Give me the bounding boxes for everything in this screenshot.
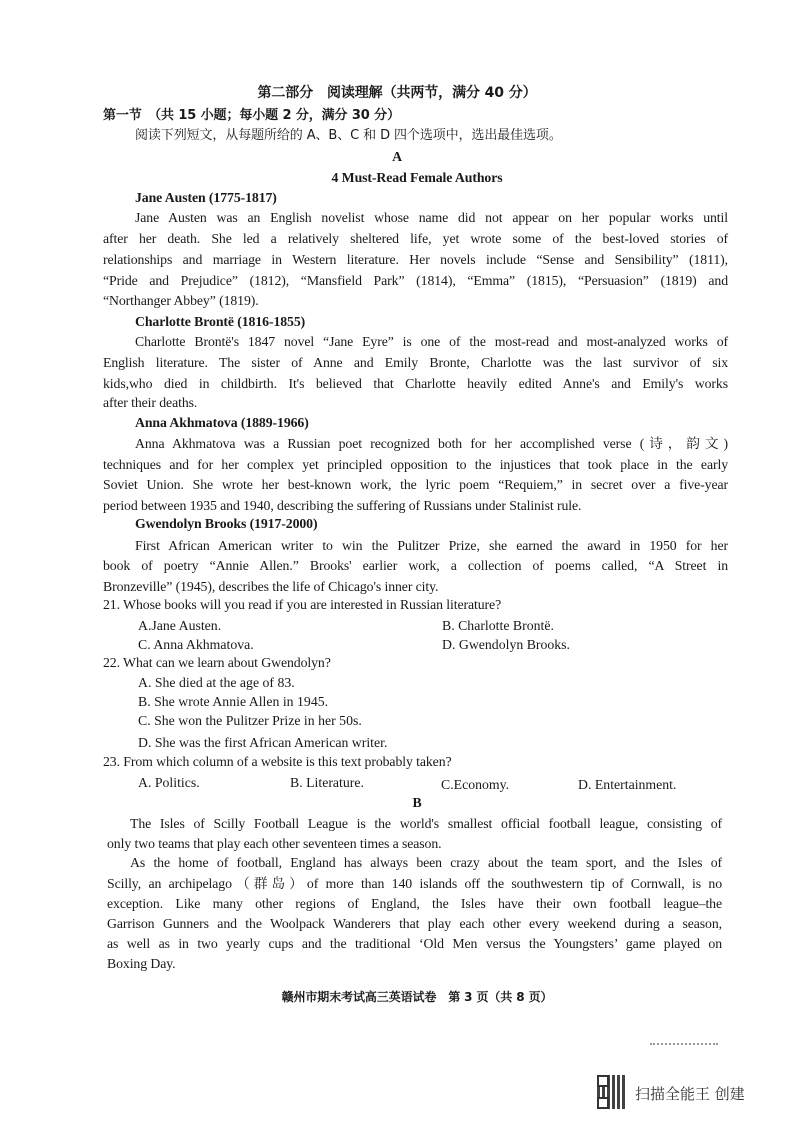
question-22-option-c[interactable]: C. She won the Pulitzer Prize in her 50s.	[138, 713, 362, 728]
scan-smudge	[650, 1043, 718, 1047]
text-line: Charlotte Brontë's 1847 novel “Jane Eyre” is one of the most-read and most-analyzed works of	[135, 334, 728, 349]
question-23-option-d[interactable]: D. Entertainment.	[578, 777, 677, 792]
text-line: kids,who died in childbirth. It's believed that Charlotte heavily edited Anne's and Emily's works	[103, 376, 728, 391]
text-line: English literature. The sister of Anne and Emily Bronte, Charlotte was the last survivor of six	[103, 355, 728, 370]
text-line: Jane Austen was an English novelist whose name did not appear on her popular works until	[135, 210, 728, 225]
question-23-option-c[interactable]: C.Economy.	[441, 777, 510, 792]
text-line: exception. Like many other regions of England, the Isles have their own football league–the	[107, 896, 722, 911]
passage-b-label: B	[412, 795, 422, 810]
text-line: Bronzeville” (1945), describes the life of Chicago's inner city.	[103, 579, 439, 594]
text-line: Soviet Union. She wrote her best-known work, the lyric poem “Requiem,” in secret over a five-year	[103, 477, 728, 492]
question-23-stem: 23. From which column of a website is this text probably taken?	[103, 754, 452, 769]
qr-code-icon	[597, 1075, 627, 1109]
text-line: Anna Akhmatova was a Russian poet recognized both for her accomplished verse (诗，韵文)	[135, 436, 728, 451]
author-heading: Charlotte Brontë (1816-1855)	[135, 314, 306, 329]
text-line: relationships and marriage in Western literature. Her novels include “Sense and Sensibility” (1811),	[103, 252, 728, 267]
question-22-stem: 22. What can we learn about Gwendolyn?	[103, 655, 331, 670]
scanner-watermark: 扫描全能王 创建	[635, 1085, 745, 1103]
text-line: Garrison Gunners and the Woolpack Wanderers that play each other every weekend during a season,	[107, 916, 722, 931]
author-heading: Gwendolyn Brooks (1917-2000)	[135, 516, 318, 531]
question-21-option-a[interactable]: A.Jane Austen.	[138, 618, 222, 633]
passage-a-title: 4 Must-Read Female Authors	[331, 170, 503, 185]
text-line: after her death. She led a relatively sheltered life, yet wrote some of the best-loved stories of	[103, 231, 728, 246]
text-line: book of poetry “Annie Allen.” Brooks' earlier work, a collection of poems called, “A Street in	[103, 558, 728, 573]
question-22-option-d[interactable]: D. She was the first African American writer.	[138, 735, 388, 750]
instruction: 阅读下列短文，从每题所给的 A、B、C 和 D 四个选项中，选出最佳选项。	[135, 128, 562, 143]
question-22-option-a[interactable]: A. She died at the age of 83.	[138, 675, 295, 690]
author-heading: Anna Akhmatova (1889-1966)	[135, 415, 309, 430]
text-line: First African American writer to win the Pulitzer Prize, she earned the award in 1950 for her	[135, 538, 728, 553]
passage-a-label: A	[392, 149, 402, 164]
part-title: 第二部分 阅读理解（共两节，满分 40 分）	[257, 85, 537, 101]
question-21-option-c[interactable]: C. Anna Akhmatova.	[138, 637, 254, 652]
text-line: Scilly, an archipelago（群岛）of more than 140 islands off the southwestern tip of Cornwall, is no	[107, 876, 722, 891]
section-title: 第一节 （共 15 小题；每小题 2 分，满分 30 分）	[103, 108, 400, 123]
text-line: Boxing Day.	[107, 956, 176, 971]
text-line: only two teams that play each other seventeen times a season.	[107, 836, 442, 851]
author-heading: Jane Austen (1775-1817)	[135, 190, 277, 205]
question-22-option-b[interactable]: B. She wrote Annie Allen in 1945.	[138, 694, 329, 709]
question-23-option-a[interactable]: A. Politics.	[138, 775, 200, 790]
question-23-option-b[interactable]: B. Literature.	[290, 775, 364, 790]
text-line: The Isles of Scilly Football League is the world's smallest official football league, consisting of	[130, 816, 722, 831]
text-line: “Pride and Prejudice” (1812), “Mansfield Park” (1814), “Emma” (1815), “Persuasion” (1819) and	[103, 273, 728, 288]
text-line: period between 1935 and 1940, describing the suffering of Russians under Stalinist rule.	[103, 498, 582, 513]
question-21-option-d[interactable]: D. Gwendolyn Brooks.	[442, 637, 570, 652]
text-line: techniques and for her complex yet principled opposition to the injustices that took place in the early	[103, 457, 728, 472]
text-line: as well as in two yearly cups and the traditional ‘Old Men versus the Youngsters’ game played on	[107, 936, 722, 951]
question-21-option-b[interactable]: B. Charlotte Brontë.	[442, 618, 554, 633]
text-line: “Northanger Abbey” (1819).	[103, 293, 259, 308]
text-line: As the home of football, England has always been crazy about the team sport, and the Isles of	[130, 855, 722, 870]
text-line: after their deaths.	[103, 395, 198, 410]
page-footer: 赣州市期末考试高三英语试卷 第 3 页（共 8 页）	[281, 990, 553, 1004]
question-21-stem: 21. Whose books will you read if you are interested in Russian literature?	[103, 597, 502, 612]
